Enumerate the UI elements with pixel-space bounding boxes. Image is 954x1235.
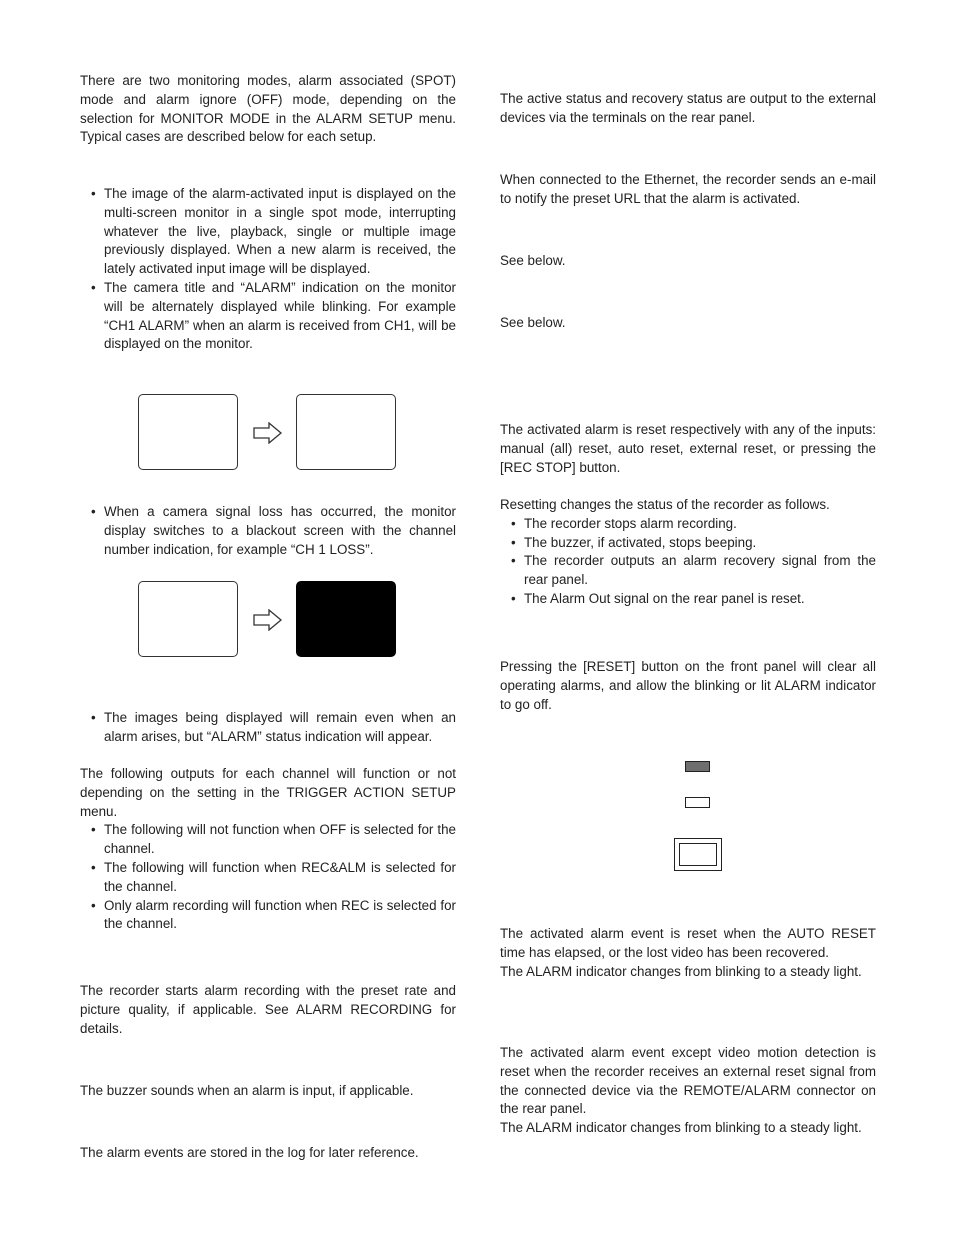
monitor-screen-before-loss bbox=[138, 581, 238, 657]
alarm-led-icon bbox=[685, 761, 710, 772]
list-item: • The images being displayed will remain even when an alarm arises, but “ALARM” status indication will appear. bbox=[80, 709, 456, 747]
buzzer-section bbox=[80, 1082, 456, 1101]
list-item: • The following will not function when OFF is selected for the channel. bbox=[80, 821, 456, 859]
resetting-section bbox=[500, 496, 876, 609]
list-item: • The Alarm Out signal on the rear panel is reset. bbox=[500, 590, 876, 609]
reset-button-icon bbox=[674, 838, 722, 871]
outputs-bullets bbox=[80, 821, 456, 934]
external-reset-section bbox=[500, 1044, 876, 1138]
right-arrow-icon bbox=[253, 422, 283, 444]
log-section bbox=[80, 1144, 456, 1163]
monitor-screen-before bbox=[138, 394, 238, 470]
auto-reset-text-1: The activated alarm event is reset when the AUTO RESET time has elapsed, or the lost video has been recovered. bbox=[500, 926, 876, 960]
email-text: When connected to the Ethernet, the recorder sends an e-mail to notify the preset URL that the alarm is activated. bbox=[500, 172, 876, 206]
status-text: The active status and recovery status are output to the external devices via the terminals on the rear panel. bbox=[500, 91, 876, 125]
list-item: • The recorder outputs an alarm recovery signal from the rear panel. bbox=[500, 552, 876, 590]
outputs-intro: The following outputs for each channel will function or not depending on the setting in the TRIGGER ACTION SETUP menu. bbox=[80, 766, 456, 819]
buzzer-text: The buzzer sounds when an alarm is input, if applicable. bbox=[80, 1083, 414, 1098]
spot-mode-section bbox=[80, 185, 456, 354]
reset-intro: The activated alarm is reset respectively with any of the inputs: manual (all) reset, auto reset, external reset, or pressing the [REC STOP] button. bbox=[500, 422, 876, 475]
off-mode-section bbox=[80, 709, 456, 747]
log-text: The alarm events are stored in the log for later reference. bbox=[80, 1145, 419, 1160]
list-item: • When a camera signal loss has occurred, the monitor display switches to a blackout screen with the channel number indication, for example “CH 1 LOSS”. bbox=[80, 503, 456, 559]
alarm-recording-section bbox=[80, 982, 456, 1038]
external-reset-text-1: The activated alarm event except video motion detection is reset when the recorder receives an external reset signal from the connected device via the REMOTE/ALARM connector on the rear panel. bbox=[500, 1045, 876, 1117]
see-below-2 bbox=[500, 314, 876, 333]
see-below-1 bbox=[500, 252, 876, 271]
resetting-bullets bbox=[500, 515, 876, 609]
reset-led-icon bbox=[685, 797, 710, 808]
see-below-text: See below. bbox=[500, 253, 566, 268]
manual-reset-section bbox=[500, 658, 876, 714]
left-column bbox=[80, 72, 456, 147]
email-section bbox=[500, 171, 876, 209]
status-output-section bbox=[500, 90, 876, 128]
monitor-screen-alarm bbox=[296, 394, 396, 470]
list-item: • The camera title and “ALARM” indication on the monitor will be alternately displayed while blinking. For example “CH1 ALARM” when an alarm is received from CH1, will be displayed on the monitor. bbox=[80, 279, 456, 354]
outputs-section bbox=[80, 765, 456, 934]
external-reset-text-2: The ALARM indicator changes from blinking to a steady light. bbox=[500, 1120, 862, 1136]
recording-text: The recorder starts alarm recording with the preset rate and picture quality, if applicable. See ALARM RECORDING for details. bbox=[80, 983, 456, 1036]
auto-reset-section bbox=[500, 925, 876, 981]
list-item: • The buzzer, if activated, stops beeping. bbox=[500, 534, 876, 553]
spot-mode-bullets bbox=[80, 185, 456, 354]
reset-section bbox=[500, 421, 876, 477]
list-item: • The recorder stops alarm recording. bbox=[500, 515, 876, 534]
auto-reset-text-2: The ALARM indicator changes from blinking to a steady light. bbox=[500, 963, 862, 979]
see-below-text: See below. bbox=[500, 315, 566, 330]
resetting-intro: Resetting changes the status of the recorder as follows. bbox=[500, 497, 830, 512]
list-item: • Only alarm recording will function when REC is selected for the channel. bbox=[80, 897, 456, 935]
monitor-screen-blackout bbox=[296, 581, 396, 657]
list-item: • The image of the alarm-activated input is displayed on the multi-screen monitor in a single spot mode, interrupting whatever the live, playback, single or multiple image previously displayed. When a new alarm is received, the lately activated input image will be displayed. bbox=[80, 185, 456, 279]
loss-section bbox=[80, 503, 456, 559]
manual-reset-text: Pressing the [RESET] button on the front panel will clear all operating alarms, and allow the blinking or lit ALARM indicator to go off. bbox=[500, 659, 876, 712]
list-item: • The following will function when REC&ALM is selected for the channel. bbox=[80, 859, 456, 897]
intro-paragraph: There are two monitoring modes, alarm associated (SPOT) mode and alarm ignore (OFF) mode, depending on the selection for MONITOR MODE in the ALARM SETUP menu. Typical cases are described below for each setup. bbox=[80, 73, 456, 145]
right-arrow-icon bbox=[253, 609, 283, 631]
